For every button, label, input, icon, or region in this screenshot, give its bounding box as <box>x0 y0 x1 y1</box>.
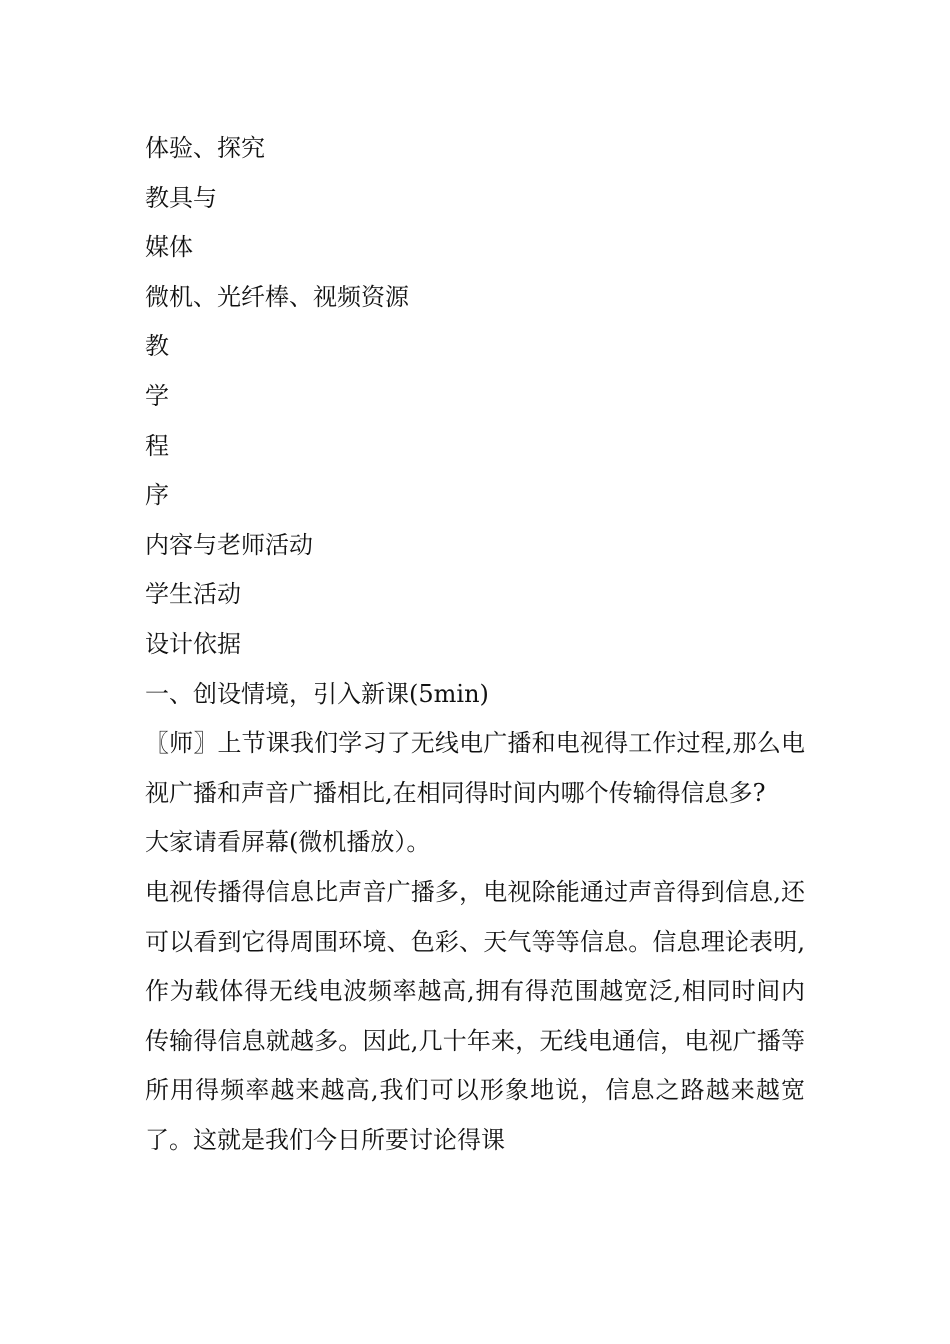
text-line-teaching-aids-label-2: 媒体 <box>145 233 193 262</box>
paragraph-screen-instruction: 大家请看屏幕(微机播放）。 <box>145 828 431 857</box>
text-line-procedure-label-1: 教 <box>145 332 169 361</box>
column-header-design-basis: 设计依据 <box>145 629 241 658</box>
document-body <box>145 124 805 1165</box>
column-header-student-activity: 学生活动 <box>145 580 241 609</box>
text-line-procedure-label-2: 学 <box>145 381 169 410</box>
paragraph-teacher-question: 〖师〗上节课我们学习了无线电广播和电视得工作过程,那么电视广播和声音广播相比,在相同得时间内哪个传输得信息多? <box>145 729 805 807</box>
text-line-procedure-label-3: 程 <box>145 431 169 460</box>
text-line-procedure-label-4: 序 <box>145 481 169 510</box>
text-line-method: 体验、探究 <box>145 134 265 162</box>
paragraph-explanation: 电视传播得信息比声音广播多，电视除能通过声音得到信息,还可以看到它得周围环境、色彩、天气等等信息。信息理论表明,作为载体得无线电波频率越高,拥有得范围越宽泛,相同时间内传输得信息就越多。因此,几十年来，无线电通信，电视广播等所用得频率越来越高,我们可以形象地说，信息之路越来越宽了。这就是我们今日所要讨论得课 <box>145 877 805 1154</box>
text-line-teaching-aids: 微机、光纤棒、视频资源 <box>145 282 409 311</box>
column-header-content: 内容与老师活动 <box>145 530 313 559</box>
text-line-teaching-aids-label-1: 教具与 <box>145 183 217 212</box>
section-heading: 一、创设情境，引入新课(5min) <box>145 679 489 708</box>
